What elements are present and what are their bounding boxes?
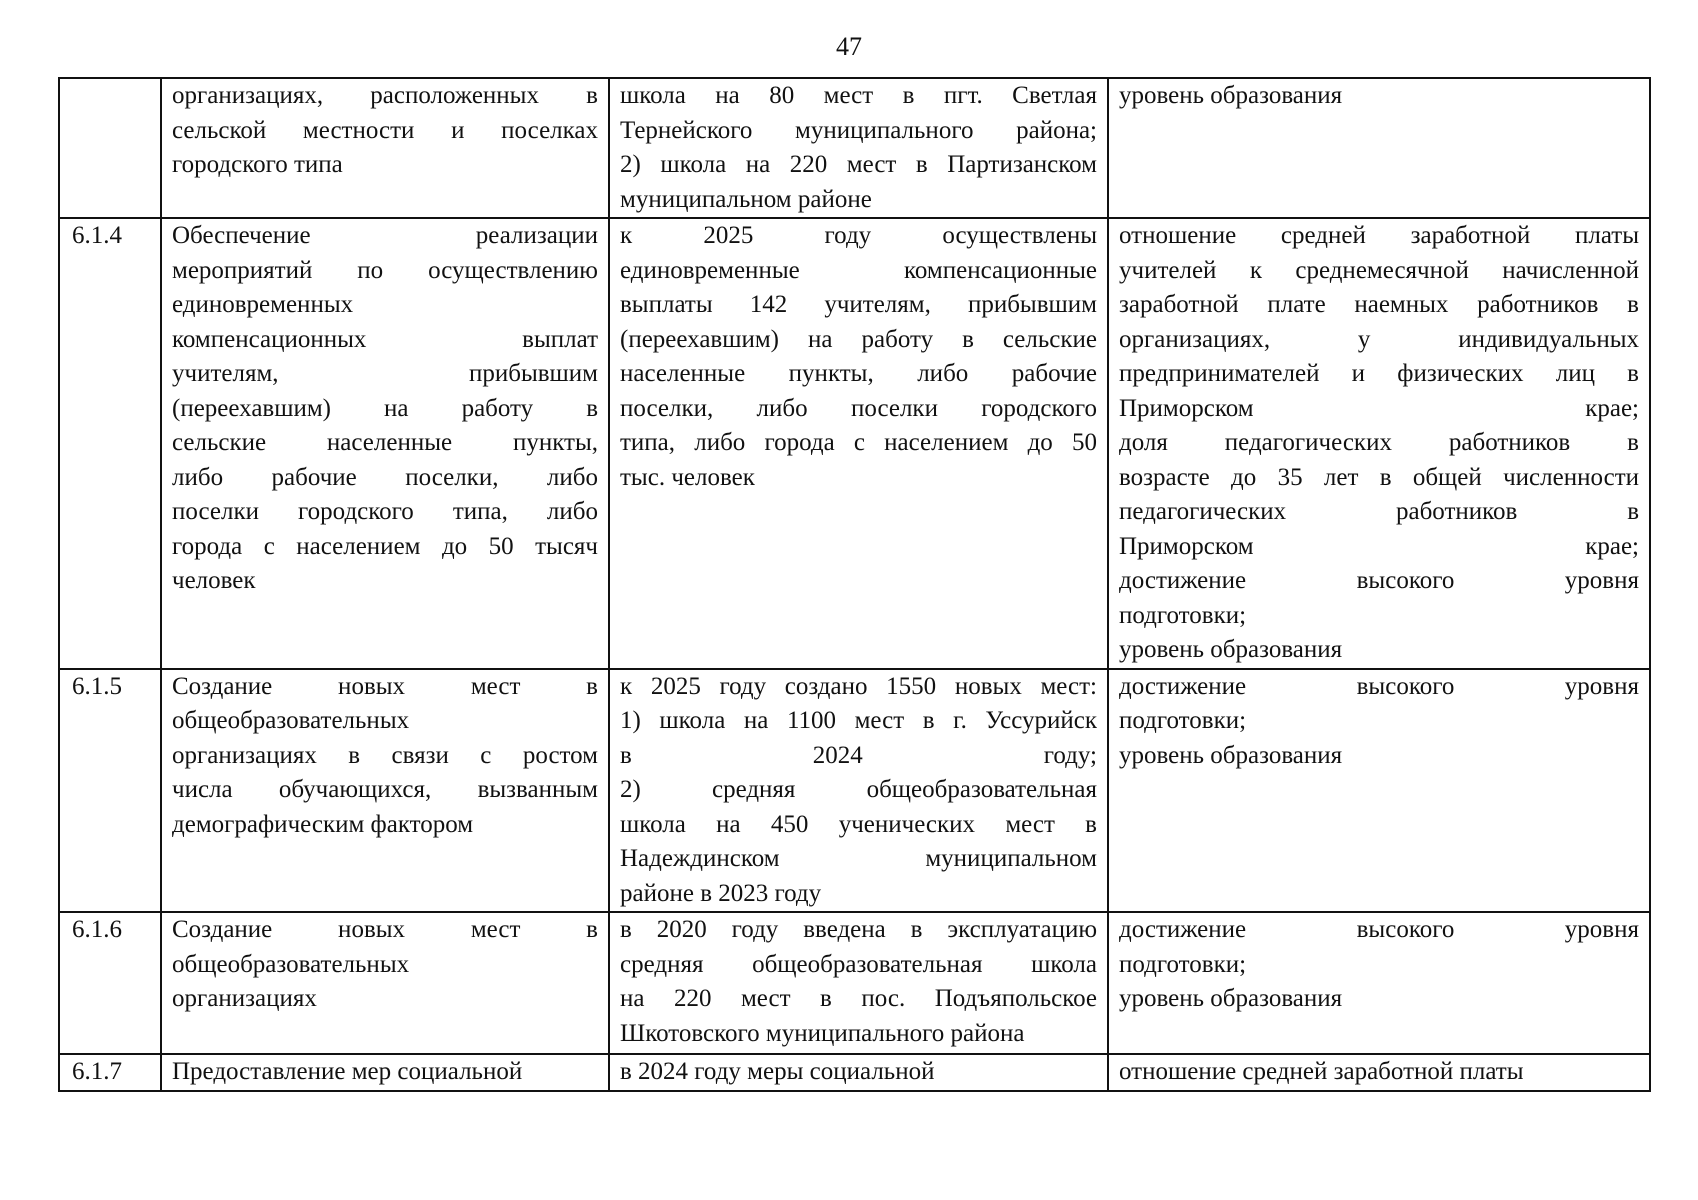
cell-text-line: достижение высокого уровня — [1119, 916, 1639, 943]
measures-table — [58, 77, 1651, 1092]
page-number: 47 — [836, 32, 862, 61]
cell-text-line: Создание новых мест в — [172, 916, 598, 943]
cell-text-line: подготовки; — [1119, 707, 1247, 734]
table-body — [59, 78, 1650, 1091]
table-row — [59, 78, 1650, 218]
cell-text-line: (переехавшим) на работу в сельские — [620, 325, 1097, 353]
indicator-cell — [1108, 218, 1650, 669]
cell-text-line: учителям, прибывшим — [172, 360, 598, 387]
cell-text-line: педагогических работников в — [1119, 498, 1639, 525]
activity-cell — [161, 1054, 609, 1091]
cell-text-line: сельские населенные пункты, — [172, 429, 598, 456]
table-row — [59, 1054, 1650, 1091]
cell-text-line: общеобразовательных — [172, 950, 410, 978]
row-number-cell: 6.1.4 — [59, 218, 161, 669]
row-number-cell — [59, 78, 161, 218]
cell-text-line: типа, либо города с населением до 50 — [620, 429, 1097, 456]
cell-text-line: Приморском крае; — [1119, 532, 1639, 560]
cell-text-line: Предоставление мер социальной — [172, 1058, 523, 1085]
cell-text-line: достижение высокого уровня — [1119, 672, 1639, 700]
row-number-cell: 6.1.6 — [59, 912, 161, 1054]
cell-text-line: отношение средней заработной платы — [1119, 1058, 1524, 1085]
cell-text-line: тыс. человек — [620, 463, 755, 491]
activity-cell — [161, 78, 609, 218]
row-number-cell: 6.1.5 — [59, 669, 161, 913]
cell-text-line: организациях в связи с ростом — [172, 741, 598, 769]
result-cell — [609, 912, 1108, 1054]
cell-text-line: возрасте до 35 лет в общей численности — [1119, 463, 1639, 491]
cell-text-line: Шкотовского муниципального района — [620, 1019, 1025, 1047]
cell-text-line: подготовки; — [1119, 601, 1247, 629]
cell-text-line: организациях — [172, 985, 317, 1012]
cell-text-line: (переехавшим) на работу в — [172, 394, 598, 422]
table-row — [59, 218, 1650, 669]
cell-text-line: поселки городского типа, либо — [172, 498, 598, 525]
cell-text-line: Создание новых мест в — [172, 672, 598, 700]
indicator-cell — [1108, 1054, 1650, 1091]
cell-text-line: учителей к среднемесячной начисленной — [1119, 256, 1639, 284]
cell-text-line: уровень образования — [1119, 636, 1343, 663]
cell-text-line: мероприятий по осуществлению — [172, 256, 598, 284]
cell-text-line: уровень образования — [1119, 82, 1343, 109]
indicator-cell — [1108, 669, 1650, 913]
cell-text-line: Приморском крае; — [1119, 394, 1639, 422]
cell-text-line: единовременные компенсационные — [620, 256, 1097, 284]
cell-text-line: муниципальном районе — [620, 185, 872, 213]
cell-text-line: организациях, у индивидуальных — [1119, 325, 1639, 353]
result-cell — [609, 78, 1108, 218]
cell-text-line: предпринимателей и физических лиц в — [1119, 360, 1639, 387]
cell-text-line: населенные пункты, либо рабочие — [620, 360, 1097, 387]
cell-text-line: Тернейского муниципального района; — [620, 116, 1097, 144]
result-cell — [609, 1054, 1108, 1091]
cell-text-line: уровень образования — [1119, 985, 1343, 1012]
cell-text-line: в 2024 году; — [620, 741, 1097, 769]
cell-text-line: доля педагогических работников в — [1119, 429, 1639, 456]
cell-text-line: на 220 мест в пос. Подъяпольское — [620, 985, 1097, 1012]
indicator-cell — [1108, 912, 1650, 1054]
row-number-cell: 6.1.7 — [59, 1054, 161, 1091]
indicator-cell — [1108, 78, 1650, 218]
cell-text-line: заработной плате наемных работников в — [1119, 291, 1639, 318]
cell-text-line: демографическим фактором — [172, 810, 474, 838]
result-cell — [609, 669, 1108, 913]
cell-text-line: школа на 450 ученических мест в — [620, 810, 1097, 838]
result-cell — [609, 218, 1108, 669]
cell-text-line: достижение высокого уровня — [1119, 567, 1639, 594]
cell-text-line: 2) средняя общеобразовательная — [620, 776, 1097, 803]
cell-text-line: подготовки; — [1119, 950, 1247, 978]
cell-text-line: города с населением до 50 тысяч — [172, 532, 598, 560]
cell-text-line: выплаты 142 учителям, прибывшим — [620, 291, 1097, 318]
table-row — [59, 912, 1650, 1054]
cell-text-line: человек — [172, 567, 256, 594]
cell-text-line: единовременных — [172, 291, 354, 318]
cell-text-line: сельской местности и поселках — [172, 116, 598, 144]
cell-text-line: в 2024 году меры социальной — [620, 1058, 935, 1085]
cell-text-line: Обеспечение реализации — [172, 222, 598, 249]
activity-cell — [161, 669, 609, 913]
cell-text-line: Надеждинском муниципальном — [620, 845, 1097, 872]
activity-cell — [161, 912, 609, 1054]
activity-cell — [161, 218, 609, 669]
cell-text-line: числа обучающихся, вызванным — [172, 776, 598, 803]
cell-text-line: отношение средней заработной платы — [1119, 222, 1639, 249]
cell-text-line: городского типа — [172, 151, 343, 178]
cell-text-line: в 2020 году введена в эксплуатацию — [620, 916, 1097, 943]
cell-text-line: районе в 2023 году — [620, 879, 822, 907]
cell-text-line: общеобразовательных — [172, 707, 410, 734]
cell-text-line: средняя общеобразовательная школа — [620, 950, 1097, 978]
cell-text-line: организациях, расположенных в — [172, 82, 598, 109]
cell-text-line: компенсационных выплат — [172, 325, 598, 353]
cell-text-line: 1) школа на 1100 мест в г. Уссурийск — [620, 707, 1097, 734]
cell-text-line: либо рабочие поселки, либо — [172, 463, 598, 491]
cell-text-line: школа на 80 мест в пгт. Светлая — [620, 82, 1097, 109]
cell-text-line: поселки, либо поселки городского — [620, 394, 1097, 422]
cell-text-line: к 2025 году создано 1550 новых мест: — [620, 672, 1097, 700]
cell-text-line: 2) школа на 220 мест в Партизанском — [620, 151, 1097, 178]
cell-text-line: к 2025 году осуществлены — [620, 222, 1097, 249]
table-row — [59, 669, 1650, 913]
cell-text-line: уровень образования — [1119, 741, 1343, 769]
